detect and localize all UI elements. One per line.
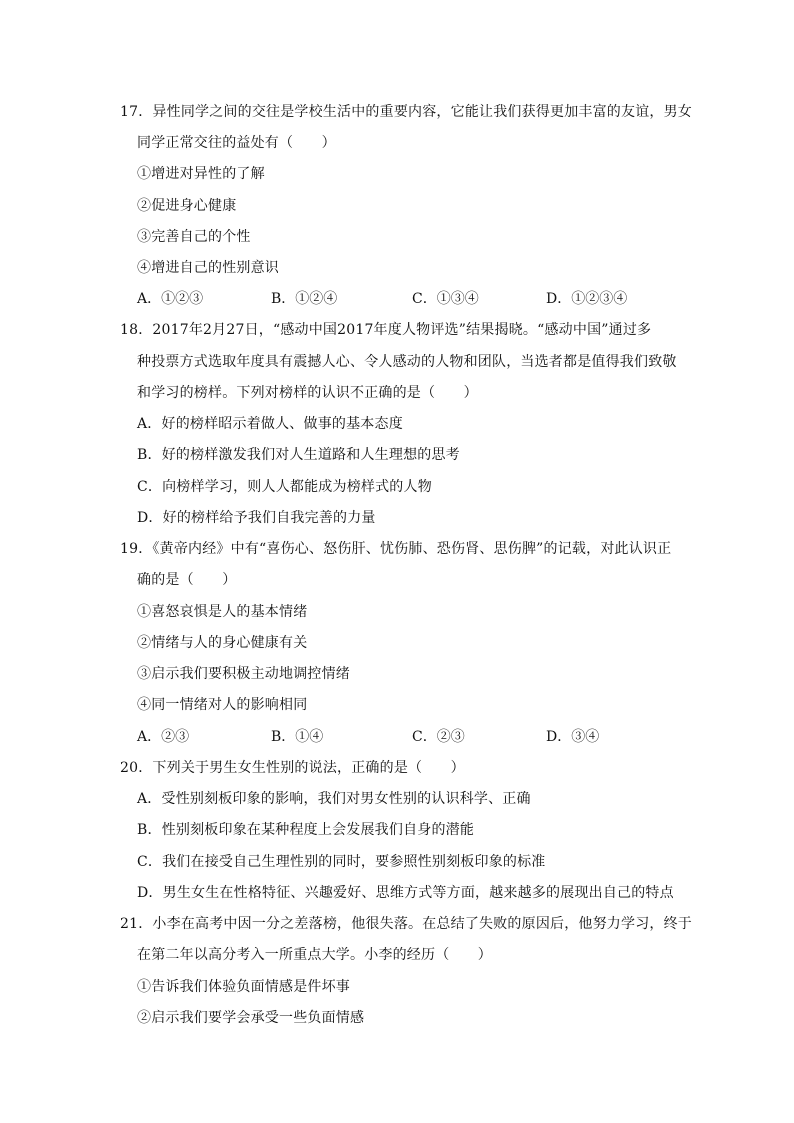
question-17-options	[137, 289, 697, 309]
question-19-statement-2: ②情绪与人的身心健康有关	[137, 635, 308, 651]
question-18-option-a: A．好的榜样昭示着做人、做事的基本态度	[137, 416, 403, 432]
question-17-statement-4: ④增进自己的性别意识	[137, 260, 279, 276]
question-17-option-d: D．①②③④	[546, 291, 628, 307]
question-17-stem-line-2: 同学正常交往的益处有（ ）	[137, 135, 336, 151]
question-19-stem-line-1: 19．《黄帝内经》中有“喜伤心、怒伤肝、忧伤肺、恐伤肾、思伤脾”的记载，对此认识正	[120, 541, 672, 557]
question-20-option-b: B．性别刻板印象在某种程度上会发展我们自身的潜能	[137, 822, 475, 838]
question-19-statement-4: ④同一情绪对人的影响相同	[137, 697, 308, 713]
question-20-option-c: C．我们在接受自己生理性别的同时，要参照性别刻板印象的标准	[137, 854, 546, 870]
question-17-stem-line-1: 17．异性同学之间的交往是学校生活中的重要内容，它能让我们获得更加丰富的友谊，男女	[120, 104, 693, 120]
question-17-statement-3: ③完善自己的个性	[137, 229, 251, 245]
question-18-stem-line-1: 18．2017年2月27日，“感动中国2017年度人物评选”结果揭晓。“感动中国”通过多	[120, 322, 652, 338]
question-19-statement-1: ①喜怒哀惧是人的基本情绪	[137, 604, 308, 620]
question-17-statement-2: ②促进身心健康	[137, 198, 237, 214]
question-21-statement-2: ②启示我们要学会承受一些负面情感	[137, 1010, 365, 1026]
question-18-stem-line-3: 和学习的榜样。下列对榜样的认识不正确的是（ ）	[137, 385, 478, 401]
question-20-option-a: A．受性别刻板印象的影响，我们对男女性别的认识科学、正确	[137, 791, 531, 807]
question-18-option-c: C．向榜样学习，则人人都能成为榜样式的人物	[137, 479, 432, 495]
question-17-statement-1: ①增进对异性的了解	[137, 166, 265, 182]
question-19-stem-line-2: 确的是（ ）	[137, 572, 237, 588]
question-18-stem-line-2: 种投票方式选取年度具有震撼人心、令人感动的人物和团队，当选者都是值得我们致敬	[137, 354, 677, 370]
question-18-option-d: D．好的榜样给予我们自我完善的力量	[137, 510, 376, 526]
question-18-option-b: B．好的榜样激发我们对人生道路和人生理想的思考	[137, 447, 460, 463]
question-21-stem-line-2: 在第二年以高分考入一所重点大学。小李的经历（ ）	[137, 947, 492, 963]
question-21-stem-line-1: 21．小李在高考中因一分之差落榜，他很失落。在总结了失败的原因后，他努力学习，终于	[120, 916, 693, 932]
question-17-option-a: A．①②③	[137, 291, 204, 307]
question-19-options	[137, 727, 697, 747]
question-19-option-c: C．②③	[412, 729, 465, 745]
question-19-option-d: D．③④	[546, 729, 600, 745]
question-21-statement-1: ①告诉我们体验负面情感是件坏事	[137, 979, 350, 995]
question-19-statement-3: ③启示我们要积极主动地调控情绪	[137, 666, 350, 682]
question-19-option-a: A．②③	[137, 729, 190, 745]
question-20-stem-line-1: 20．下列关于男生女生性别的说法，正确的是（ ）	[120, 760, 465, 776]
question-17-option-c: C．①③④	[412, 291, 479, 307]
question-19-option-b: B．①④	[271, 729, 324, 745]
question-20-option-d: D．男生女生在性格特征、兴趣爱好、思维方式等方面，越来越多的展现出自己的特点	[137, 885, 674, 901]
question-17-option-b: B．①②④	[271, 291, 338, 307]
